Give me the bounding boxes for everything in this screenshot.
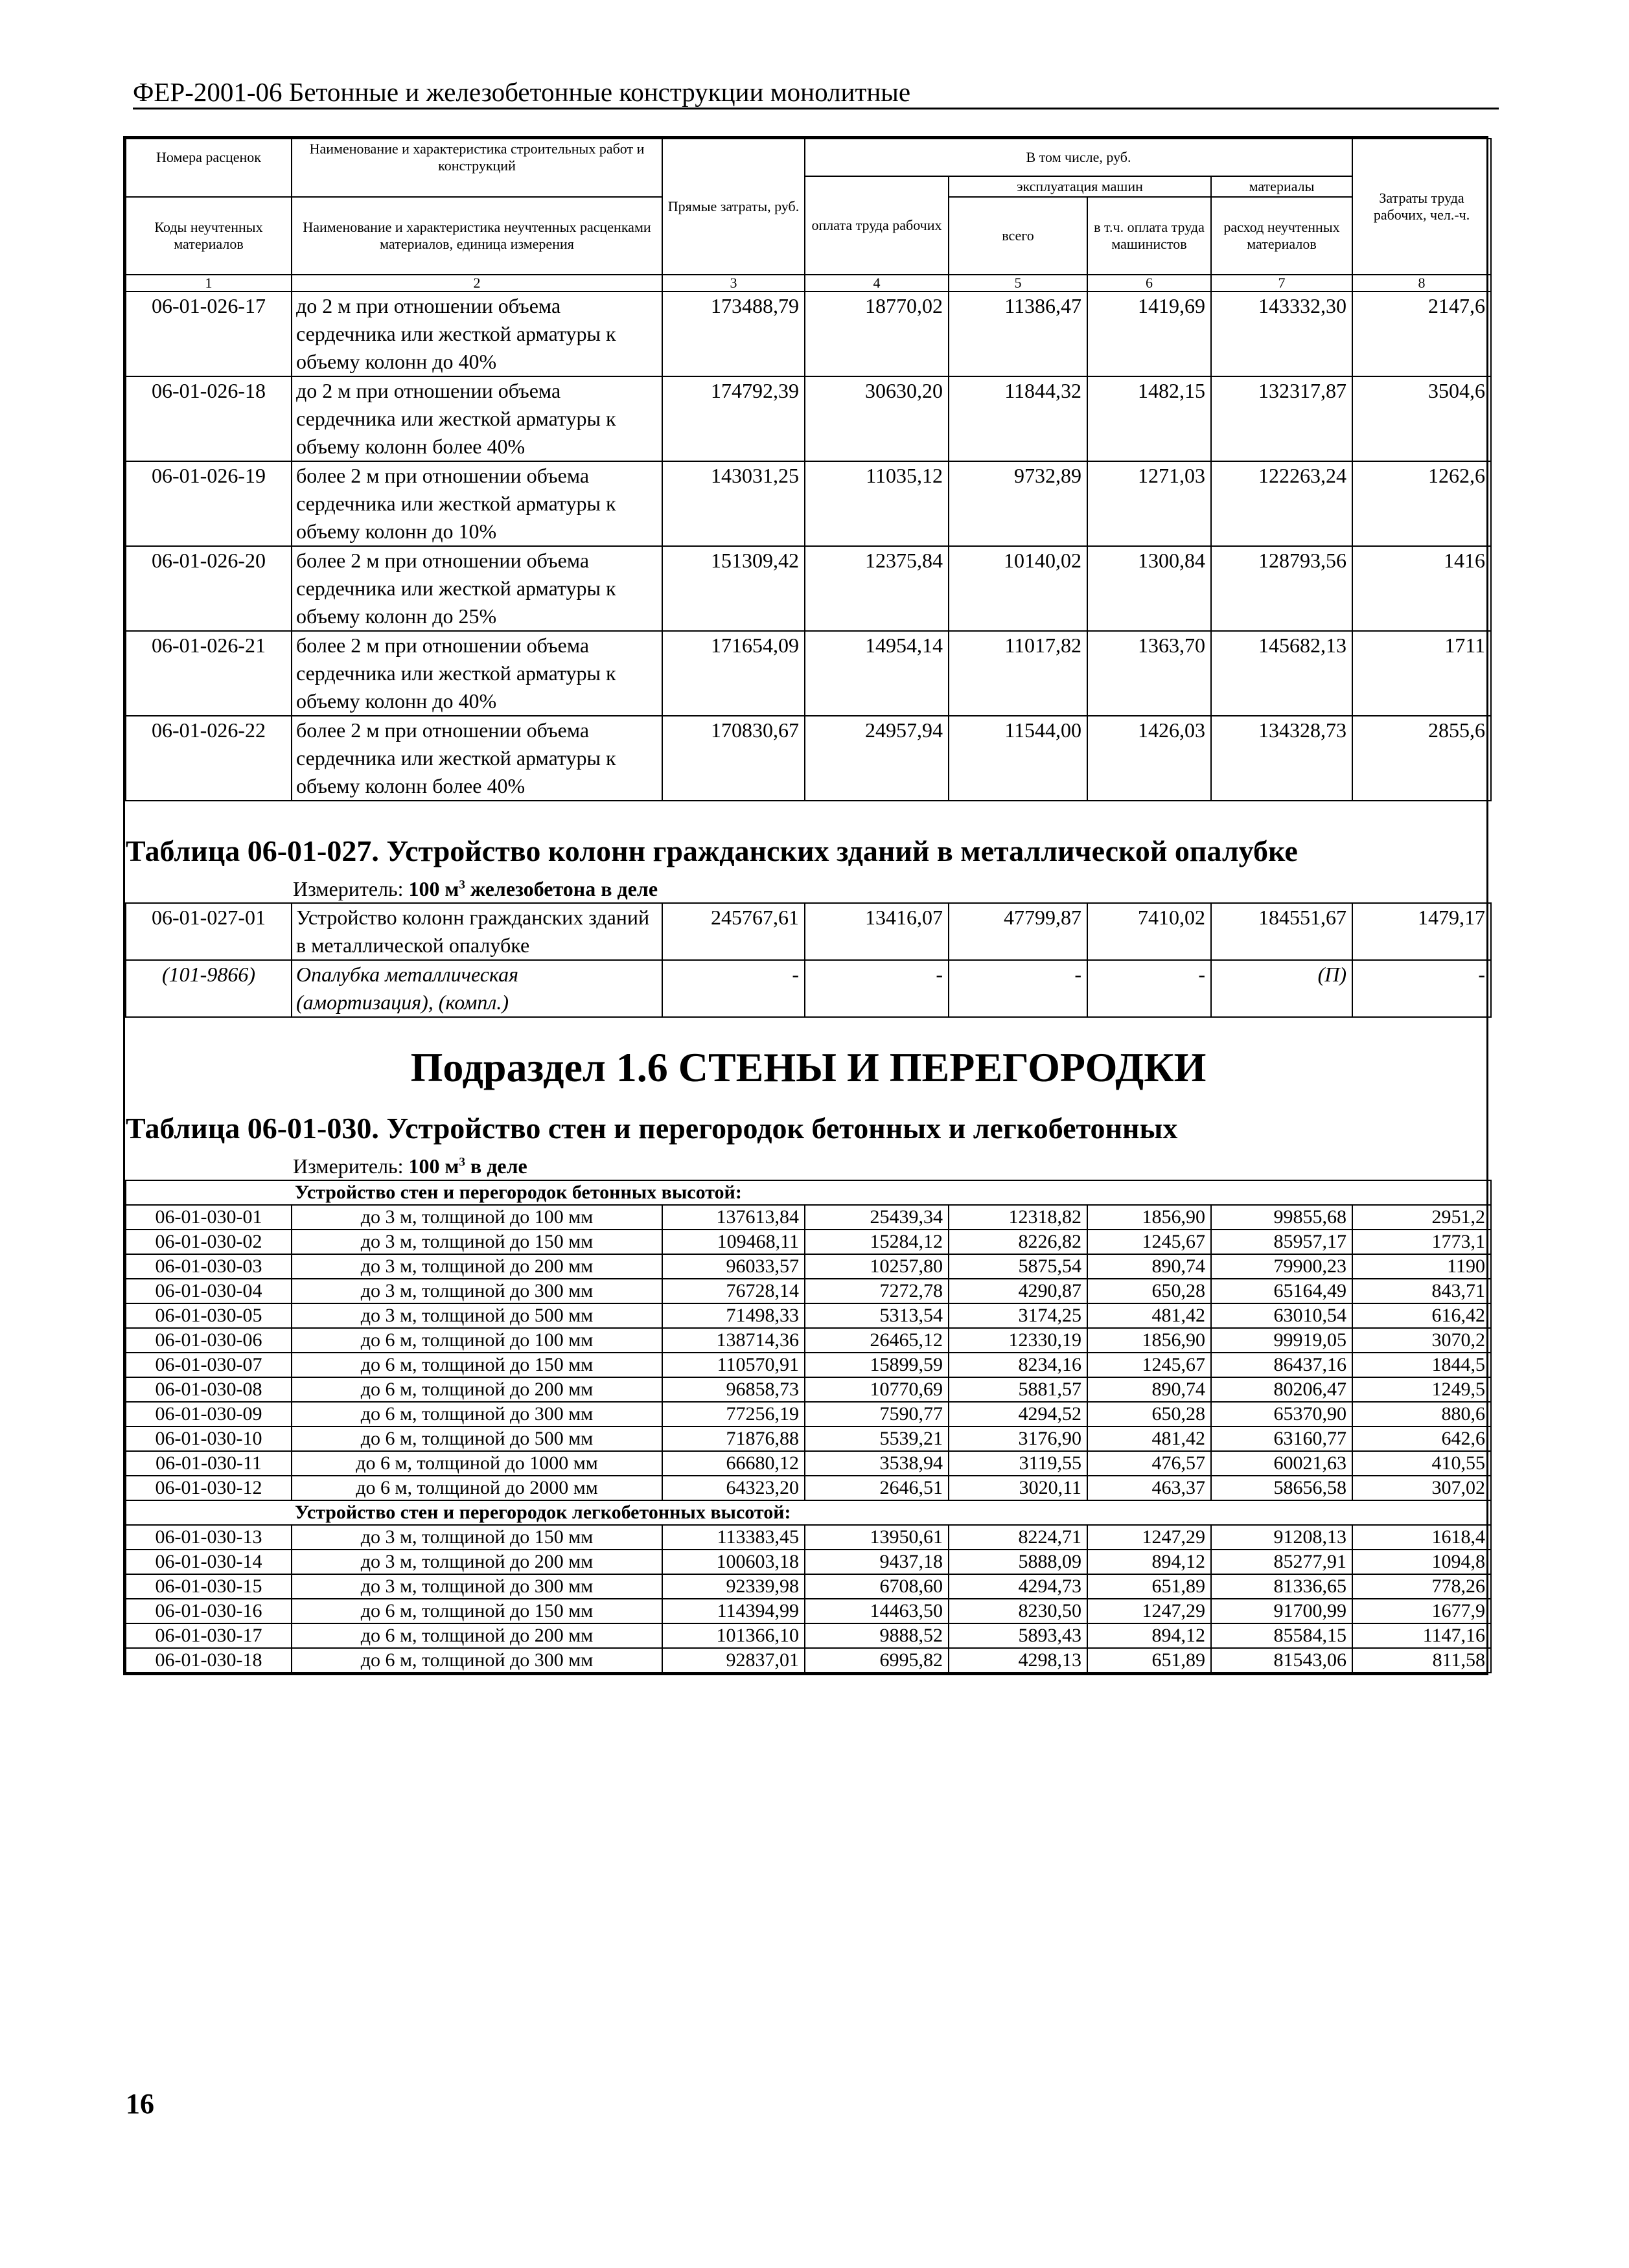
rate-code: 06-01-030-13 — [126, 1525, 292, 1550]
rate-code: 06-01-027-01 — [126, 903, 292, 960]
rate-code: 06-01-030-17 — [126, 1623, 292, 1648]
table-row — [126, 716, 1491, 801]
header-material-names: Наименование и характеристика неучтенных расценками материалов, единица измерения — [292, 197, 662, 275]
rate-name: до 6 м, толщиной до 2000 мм — [292, 1476, 662, 1500]
machines-total: 10140,02 — [949, 546, 1087, 631]
rate-name: более 2 м при отношении объема сердечника или жесткой арматуры к объему колонн до 40% — [292, 631, 662, 716]
operator-pay: 890,74 — [1087, 1254, 1211, 1279]
page-number: 16 — [126, 2088, 154, 2120]
table-row — [126, 1230, 1491, 1254]
machines-total: - — [949, 960, 1087, 1017]
column-number: 1 — [126, 275, 292, 292]
meter-value: 100 м — [408, 877, 459, 901]
worker-pay: 15284,12 — [805, 1230, 949, 1254]
materials: 65164,49 — [1211, 1279, 1352, 1303]
materials: 81336,65 — [1211, 1574, 1352, 1599]
operator-pay: 1419,69 — [1087, 292, 1211, 376]
table-row — [126, 1402, 1491, 1426]
rate-name: Устройство колонн гражданских зданий в металлической опалубке — [292, 903, 662, 960]
table-row — [126, 546, 1491, 631]
rate-code: 06-01-030-18 — [126, 1648, 292, 1673]
table-row — [126, 1377, 1491, 1402]
machines-total: 11386,47 — [949, 292, 1087, 376]
labor-hours: 778,26 — [1352, 1574, 1491, 1599]
materials: 143332,30 — [1211, 292, 1352, 376]
meter-unit — [409, 877, 658, 900]
table-row — [126, 376, 1491, 461]
column-number: 4 — [805, 275, 949, 292]
rate-code: 06-01-030-10 — [126, 1426, 292, 1451]
labor-hours: 642,6 — [1352, 1426, 1491, 1451]
operator-pay: 1271,03 — [1087, 461, 1211, 546]
rate-name: до 6 м, толщиной до 150 мм — [292, 1599, 662, 1623]
header-labor-hours: Затраты труда рабочих, чел.-ч. — [1352, 139, 1491, 275]
materials: 128793,56 — [1211, 546, 1352, 631]
rate-code: 06-01-030-05 — [126, 1303, 292, 1328]
materials: 60021,63 — [1211, 1451, 1352, 1476]
column-number: 5 — [949, 275, 1087, 292]
worker-pay: 9888,52 — [805, 1623, 949, 1648]
machines-total: 4294,52 — [949, 1402, 1087, 1426]
group-heading: Устройство стен и перегородок легкобетонных высотой: — [126, 1500, 1491, 1525]
machines-total: 3119,55 — [949, 1451, 1087, 1476]
operator-pay: 894,12 — [1087, 1623, 1211, 1648]
machines-total: 9732,89 — [949, 461, 1087, 546]
rate-name: до 6 м, толщиной до 500 мм — [292, 1426, 662, 1451]
labor-hours: - — [1352, 960, 1491, 1017]
table-row — [126, 1574, 1491, 1599]
operator-pay: - — [1087, 960, 1211, 1017]
machines-total: 11017,82 — [949, 631, 1087, 716]
rate-name: до 6 м, толщиной до 300 мм — [292, 1648, 662, 1673]
rate-name: до 2 м при отношении объема сердечника или жесткой арматуры к объему колонн более 40% — [292, 376, 662, 461]
direct-costs: 173488,79 — [662, 292, 805, 376]
materials: 80206,47 — [1211, 1377, 1352, 1402]
meter-prefix: Измеритель: — [293, 877, 409, 901]
operator-pay: 1245,67 — [1087, 1230, 1211, 1254]
labor-hours: 1618,4 — [1352, 1525, 1491, 1550]
price-table-page — [123, 136, 1488, 1675]
direct-costs: 113383,45 — [662, 1525, 805, 1550]
operator-pay: 650,28 — [1087, 1402, 1211, 1426]
operator-pay: 650,28 — [1087, 1279, 1211, 1303]
rate-code: 06-01-026-21 — [126, 631, 292, 716]
table-row — [126, 903, 1491, 960]
direct-costs: 76728,14 — [662, 1279, 805, 1303]
materials: 122263,24 — [1211, 461, 1352, 546]
direct-costs: 100603,18 — [662, 1550, 805, 1574]
rate-code: 06-01-030-04 — [126, 1279, 292, 1303]
materials: 132317,87 — [1211, 376, 1352, 461]
worker-pay: 10257,80 — [805, 1254, 949, 1279]
labor-hours: 1479,17 — [1352, 903, 1491, 960]
labor-hours: 1844,5 — [1352, 1353, 1491, 1377]
machines-total: 8226,82 — [949, 1230, 1087, 1254]
labor-hours: 880,6 — [1352, 1402, 1491, 1426]
header-material-codes: Коды неучтенных материалов — [126, 197, 292, 275]
table-row — [126, 1599, 1491, 1623]
direct-costs: 109468,11 — [662, 1230, 805, 1254]
table-row — [126, 631, 1491, 716]
labor-hours: 616,42 — [1352, 1303, 1491, 1328]
labor-hours: 2855,6 — [1352, 716, 1491, 801]
materials: 86437,16 — [1211, 1353, 1352, 1377]
machines-total: 4298,13 — [949, 1648, 1087, 1673]
operator-pay: 1300,84 — [1087, 546, 1211, 631]
meter-unit — [409, 1154, 527, 1178]
labor-hours: 843,71 — [1352, 1279, 1491, 1303]
operator-pay: 651,89 — [1087, 1648, 1211, 1673]
direct-costs: 71498,33 — [662, 1303, 805, 1328]
direct-costs: 96858,73 — [662, 1377, 805, 1402]
rate-name: до 3 м, толщиной до 150 мм — [292, 1525, 662, 1550]
direct-costs: 170830,67 — [662, 716, 805, 801]
operator-pay: 890,74 — [1087, 1377, 1211, 1402]
machines-total: 3020,11 — [949, 1476, 1087, 1500]
rate-name: более 2 м при отношении объема сердечника или жесткой арматуры к объему колонн более 40% — [292, 716, 662, 801]
labor-hours: 2147,6 — [1352, 292, 1491, 376]
direct-costs: 151309,42 — [662, 546, 805, 631]
worker-pay: 30630,20 — [805, 376, 949, 461]
operator-pay: 1856,90 — [1087, 1205, 1211, 1230]
materials: 85957,17 — [1211, 1230, 1352, 1254]
machines-total: 3176,90 — [949, 1426, 1087, 1451]
rate-name: до 6 м, толщиной до 1000 мм — [292, 1451, 662, 1476]
worker-pay: 3538,94 — [805, 1451, 949, 1476]
direct-costs: 137613,84 — [662, 1205, 805, 1230]
meter-suffix: железобетона в деле — [465, 877, 658, 901]
table-row — [126, 1303, 1491, 1328]
meter-suffix: в деле — [465, 1154, 527, 1178]
operator-pay: 463,37 — [1087, 1476, 1211, 1500]
rate-code: 06-01-030-08 — [126, 1377, 292, 1402]
operator-pay: 1856,90 — [1087, 1328, 1211, 1353]
table-027-body — [126, 903, 1491, 1017]
rate-code: 06-01-030-12 — [126, 1476, 292, 1500]
machines-total: 8230,50 — [949, 1599, 1087, 1623]
rate-code: 06-01-030-07 — [126, 1353, 292, 1377]
group-heading: Устройство стен и перегородок бетонных высотой: — [126, 1180, 1491, 1205]
materials: 91208,13 — [1211, 1525, 1352, 1550]
operator-pay: 651,89 — [1087, 1574, 1211, 1599]
machines-total: 5893,43 — [949, 1623, 1087, 1648]
table-030-section — [126, 1017, 1491, 1180]
worker-pay: 10770,69 — [805, 1377, 949, 1402]
worker-pay: 12375,84 — [805, 546, 949, 631]
table-header — [126, 139, 1491, 292]
meter-value: 100 м — [408, 1154, 459, 1178]
column-number: 2 — [292, 275, 662, 292]
machines-total: 47799,87 — [949, 903, 1087, 960]
table-row — [126, 1353, 1491, 1377]
materials: 85277,91 — [1211, 1550, 1352, 1574]
operator-pay: 1245,67 — [1087, 1353, 1211, 1377]
operator-pay: 1482,15 — [1087, 376, 1211, 461]
labor-hours: 3504,6 — [1352, 376, 1491, 461]
operator-pay: 1247,29 — [1087, 1525, 1211, 1550]
table-row — [126, 1279, 1491, 1303]
machines-total: 5888,09 — [949, 1550, 1087, 1574]
operator-pay: 481,42 — [1087, 1303, 1211, 1328]
direct-costs: 71876,88 — [662, 1426, 805, 1451]
labor-hours: 1711 — [1352, 631, 1491, 716]
labor-hours: 811,58 — [1352, 1648, 1491, 1673]
table-030-body — [126, 1180, 1491, 1673]
worker-pay: 18770,02 — [805, 292, 949, 376]
machines-total: 4294,73 — [949, 1574, 1087, 1599]
labor-hours: 2951,2 — [1352, 1205, 1491, 1230]
header-work-name: Наименование и характеристика строительных работ и конструкций — [292, 139, 662, 176]
worker-pay: 24957,94 — [805, 716, 949, 801]
operator-pay: 7410,02 — [1087, 903, 1211, 960]
table-row — [126, 1328, 1491, 1353]
rate-code: 06-01-030-03 — [126, 1254, 292, 1279]
rate-name: до 2 м при отношении объема сердечника или жесткой арматуры к объему колонн до 40% — [292, 292, 662, 376]
materials: 81543,06 — [1211, 1648, 1352, 1673]
rate-name: до 3 м, толщиной до 200 мм — [292, 1550, 662, 1574]
table-030-title: Таблица 06-01-030. Устройство стен и перегородок бетонных и легкобетонных — [126, 1112, 1178, 1145]
rate-code: 06-01-026-18 — [126, 376, 292, 461]
table-027-section — [126, 801, 1491, 903]
header-direct-costs: Прямые затраты, руб. — [662, 139, 805, 275]
materials: 79900,23 — [1211, 1254, 1352, 1279]
worker-pay: - — [805, 960, 949, 1017]
worker-pay: 14463,50 — [805, 1599, 949, 1623]
labor-hours: 1094,8 — [1352, 1550, 1491, 1574]
table-row — [126, 461, 1491, 546]
materials: 99919,05 — [1211, 1328, 1352, 1353]
materials: 65370,90 — [1211, 1402, 1352, 1426]
direct-costs: 96033,57 — [662, 1254, 805, 1279]
worker-pay: 13416,07 — [805, 903, 949, 960]
materials: 91700,99 — [1211, 1599, 1352, 1623]
table-row-material — [126, 960, 1491, 1017]
rate-name: до 3 м, толщиной до 150 мм — [292, 1230, 662, 1254]
column-number: 7 — [1211, 275, 1352, 292]
machines-total: 5881,57 — [949, 1377, 1087, 1402]
table-row — [126, 1254, 1491, 1279]
worker-pay: 25439,34 — [805, 1205, 949, 1230]
rate-name: до 6 м, толщиной до 200 мм — [292, 1623, 662, 1648]
direct-costs: 245767,61 — [662, 903, 805, 960]
operator-pay: 1247,29 — [1087, 1599, 1211, 1623]
direct-costs: 171654,09 — [662, 631, 805, 716]
worker-pay: 15899,59 — [805, 1353, 949, 1377]
direct-costs: 114394,99 — [662, 1599, 805, 1623]
table-row — [126, 1648, 1491, 1673]
meter-sup: 3 — [459, 1155, 465, 1169]
table-row — [126, 1205, 1491, 1230]
labor-hours: 1416 — [1352, 546, 1491, 631]
materials: (П) — [1211, 960, 1352, 1017]
materials: 99855,68 — [1211, 1205, 1352, 1230]
header-materials: материалы — [1211, 176, 1352, 197]
rate-code: 06-01-030-09 — [126, 1402, 292, 1426]
direct-costs: 101366,10 — [662, 1623, 805, 1648]
labor-hours: 307,02 — [1352, 1476, 1491, 1500]
group-heading-row — [126, 1180, 1491, 1205]
subsection-cell — [126, 1017, 1491, 1180]
materials: 184551,67 — [1211, 903, 1352, 960]
worker-pay: 6708,60 — [805, 1574, 949, 1599]
header-machines-total: всего — [949, 197, 1087, 275]
rate-code: 06-01-026-19 — [126, 461, 292, 546]
header-spacer — [292, 176, 662, 197]
rate-name: до 3 м, толщиной до 200 мм — [292, 1254, 662, 1279]
worker-pay: 7272,78 — [805, 1279, 949, 1303]
machines-total: 12330,19 — [949, 1328, 1087, 1353]
header-machines: эксплуатация машин — [949, 176, 1211, 197]
rate-name: до 3 м, толщиной до 300 мм — [292, 1279, 662, 1303]
rate-name: до 6 м, толщиной до 100 мм — [292, 1328, 662, 1353]
labor-hours: 1249,5 — [1352, 1377, 1491, 1402]
header-rate-numbers: Номера расценок — [126, 139, 292, 176]
worker-pay: 7590,77 — [805, 1402, 949, 1426]
table-row — [126, 292, 1491, 376]
header-including: В том числе, руб. — [805, 139, 1352, 176]
title-underline — [133, 108, 1499, 109]
column-number: 8 — [1352, 275, 1491, 292]
materials: 145682,13 — [1211, 631, 1352, 716]
worker-pay: 14954,14 — [805, 631, 949, 716]
labor-hours: 1677,9 — [1352, 1599, 1491, 1623]
machines-total: 11844,32 — [949, 376, 1087, 461]
table-row — [126, 1451, 1491, 1476]
worker-pay: 5313,54 — [805, 1303, 949, 1328]
table-027-title: Таблица 06-01-027. Устройство колонн гражданских зданий в металлической опалубке — [126, 834, 1298, 868]
rate-code: 06-01-030-16 — [126, 1599, 292, 1623]
materials: 134328,73 — [1211, 716, 1352, 801]
table-027-heading-cell — [126, 801, 1491, 903]
column-number: 3 — [662, 275, 805, 292]
material-name: Опалубка металлическая (амортизация), (компл.) — [292, 960, 662, 1017]
rate-code: 06-01-026-22 — [126, 716, 292, 801]
worker-pay: 5539,21 — [805, 1426, 949, 1451]
material-code: (101-9866) — [126, 960, 292, 1017]
machines-total: 5875,54 — [949, 1254, 1087, 1279]
worker-pay: 13950,61 — [805, 1525, 949, 1550]
table-row — [126, 1550, 1491, 1574]
worker-pay: 2646,51 — [805, 1476, 949, 1500]
machines-total: 11544,00 — [949, 716, 1087, 801]
machines-total: 3174,25 — [949, 1303, 1087, 1328]
rate-name: более 2 м при отношении объема сердечника или жесткой арматуры к объему колонн до 10% — [292, 461, 662, 546]
direct-costs: 110570,91 — [662, 1353, 805, 1377]
worker-pay: 26465,12 — [805, 1328, 949, 1353]
rate-code: 06-01-026-20 — [126, 546, 292, 631]
price-table — [125, 138, 1492, 1673]
direct-costs: 92339,98 — [662, 1574, 805, 1599]
operator-pay: 476,57 — [1087, 1451, 1211, 1476]
materials: 58656,58 — [1211, 1476, 1352, 1500]
rate-code: 06-01-030-01 — [126, 1205, 292, 1230]
materials: 85584,15 — [1211, 1623, 1352, 1648]
labor-hours: 3070,2 — [1352, 1328, 1491, 1353]
rate-code: 06-01-030-11 — [126, 1451, 292, 1476]
rate-code: 06-01-030-02 — [126, 1230, 292, 1254]
materials: 63010,54 — [1211, 1303, 1352, 1328]
machines-total: 12318,82 — [949, 1205, 1087, 1230]
operator-pay: 1363,70 — [1087, 631, 1211, 716]
table-row — [126, 1525, 1491, 1550]
operator-pay: 1426,03 — [1087, 716, 1211, 801]
direct-costs: - — [662, 960, 805, 1017]
direct-costs: 64323,20 — [662, 1476, 805, 1500]
direct-costs: 174792,39 — [662, 376, 805, 461]
worker-pay: 11035,12 — [805, 461, 949, 546]
direct-costs: 143031,25 — [662, 461, 805, 546]
header-material-consumption: расход неучтенных материалов — [1211, 197, 1352, 275]
table-030-meter — [126, 1154, 1491, 1180]
group-heading-row — [126, 1500, 1491, 1525]
machines-total: 8224,71 — [949, 1525, 1087, 1550]
document-title: ФЕР-2001-06 Бетонные и железобетонные конструкции монолитные — [133, 77, 911, 107]
direct-costs: 66680,12 — [662, 1451, 805, 1476]
rate-name: до 3 м, толщиной до 300 мм — [292, 1574, 662, 1599]
operator-pay: 481,42 — [1087, 1426, 1211, 1451]
header-spacer — [126, 176, 292, 197]
rate-name: до 3 м, толщиной до 100 мм — [292, 1205, 662, 1230]
labor-hours: 1773,1 — [1352, 1230, 1491, 1254]
machines-total: 4290,87 — [949, 1279, 1087, 1303]
header-operator-pay: в т.ч. оплата труда машинистов — [1087, 197, 1211, 275]
worker-pay: 6995,82 — [805, 1648, 949, 1673]
labor-hours: 1147,16 — [1352, 1623, 1491, 1648]
subsection-title: Подраздел 1.6 СТЕНЫ И ПЕРЕГОРОДКИ — [410, 1044, 1207, 1091]
worker-pay: 9437,18 — [805, 1550, 949, 1574]
table-026-body — [126, 292, 1491, 801]
rate-code: 06-01-030-06 — [126, 1328, 292, 1353]
meter-prefix: Измеритель: — [293, 1154, 409, 1178]
rate-code: 06-01-026-17 — [126, 292, 292, 376]
rate-name: до 6 м, толщиной до 150 мм — [292, 1353, 662, 1377]
table-row — [126, 1623, 1491, 1648]
table-027-meter — [126, 877, 1491, 902]
rate-name: более 2 м при отношении объема сердечника или жесткой арматуры к объему колонн до 25% — [292, 546, 662, 631]
rate-code: 06-01-030-14 — [126, 1550, 292, 1574]
column-number: 6 — [1087, 275, 1211, 292]
column-numbers-row — [126, 275, 1491, 292]
direct-costs: 92837,01 — [662, 1648, 805, 1673]
table-row — [126, 1426, 1491, 1451]
table-row — [126, 1476, 1491, 1500]
rate-name: до 3 м, толщиной до 500 мм — [292, 1303, 662, 1328]
rate-name: до 6 м, толщиной до 300 мм — [292, 1402, 662, 1426]
header-worker-pay: оплата труда рабочих — [805, 176, 949, 275]
direct-costs: 77256,19 — [662, 1402, 805, 1426]
meter-sup: 3 — [459, 878, 465, 892]
operator-pay: 894,12 — [1087, 1550, 1211, 1574]
materials: 63160,77 — [1211, 1426, 1352, 1451]
labor-hours: 1190 — [1352, 1254, 1491, 1279]
labor-hours: 1262,6 — [1352, 461, 1491, 546]
rate-name: до 6 м, толщиной до 200 мм — [292, 1377, 662, 1402]
labor-hours: 410,55 — [1352, 1451, 1491, 1476]
machines-total: 8234,16 — [949, 1353, 1087, 1377]
rate-code: 06-01-030-15 — [126, 1574, 292, 1599]
direct-costs: 138714,36 — [662, 1328, 805, 1353]
